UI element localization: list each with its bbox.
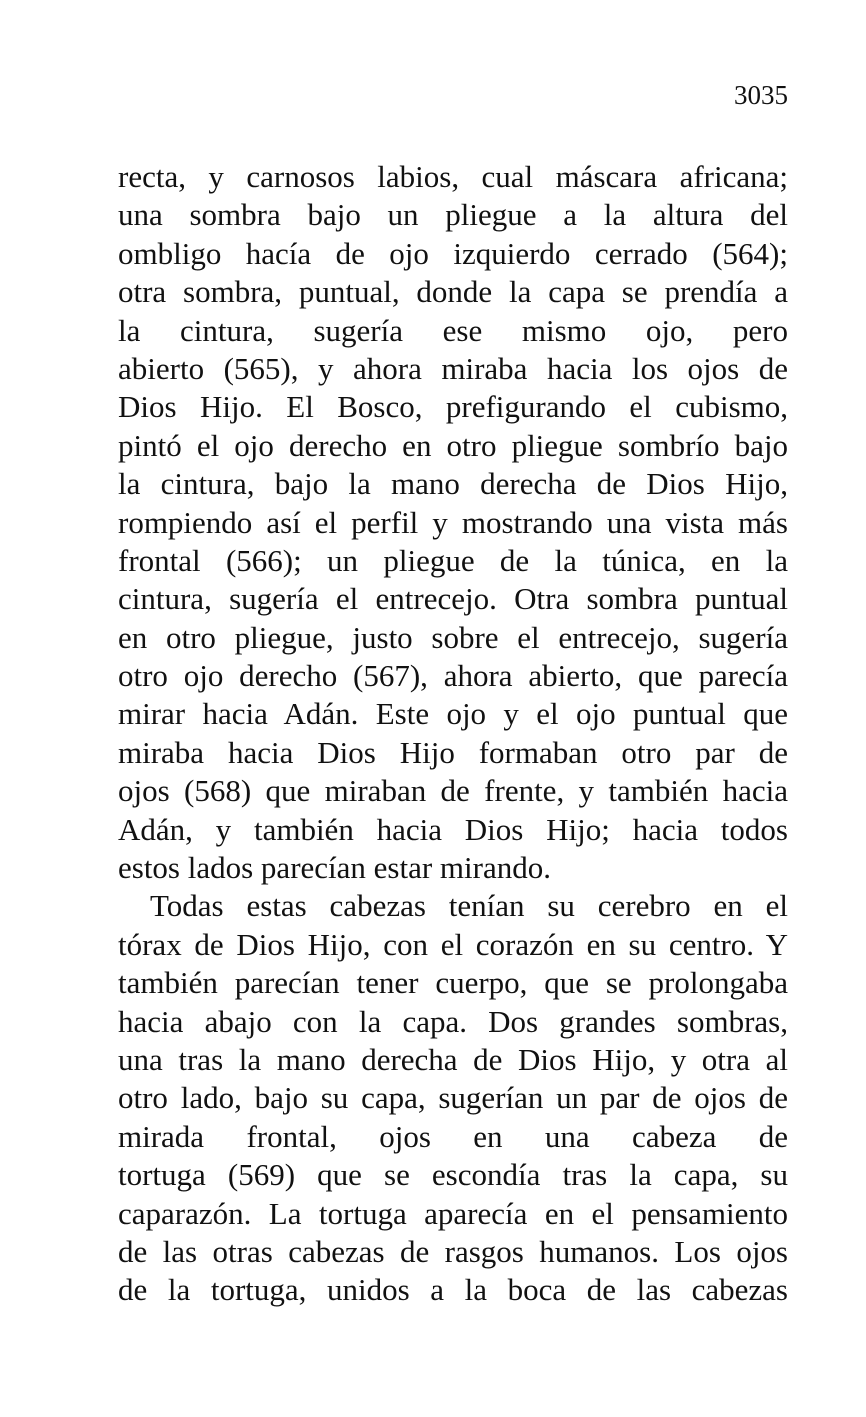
text-line: en otro pliegue, justo sobre el entrecejo, sugería [118,619,788,655]
text-line: ombligo hacía de ojo izquierdo cerrado (564); [118,235,788,271]
text-line: otro ojo derecho (567), ahora abierto, que parecía [118,658,788,694]
paragraph-end-line: estos lados parecían estar mirando. [118,850,551,886]
text-line: otra sombra, puntual, donde la capa se prendía a [118,274,788,310]
page-number: 3035 [734,80,788,110]
text-line: también parecían tener cuerpo, que se prolongaba [118,965,788,1001]
text-line: frontal (566); un pliegue de la túnica, en la [118,542,788,578]
text-line: Dios Hijo. El Bosco, prefigurando el cubismo, [118,389,788,425]
body-text [118,158,788,1310]
text-line: pintó el ojo derecho en otro pliegue sombrío bajo [118,427,788,463]
text-line: la cintura, bajo la mano derecha de Dios Hijo, [118,466,788,502]
text-line: rompiendo así el perfil y mostrando una vista más [118,504,788,540]
text-line: cintura, sugería el entrecejo. Otra sombra puntual [118,581,788,617]
paragraph-start-line: Todas estas cabezas tenían su cerebro en el [150,888,788,924]
text-line: tortuga (569) que se escondía tras la capa, su [118,1157,788,1193]
text-line: Adán, y también hacia Dios Hijo; hacia todos [118,811,788,847]
text-line: otro lado, bajo su capa, sugerían un par de ojos de [118,1080,788,1116]
text-line: mirada frontal, ojos en una cabeza de [118,1118,788,1154]
text-line: la cintura, sugería ese mismo ojo, pero [118,312,788,348]
text-line: ojos (568) que miraban de frente, y también hacia [118,773,788,809]
text-line: recta, y carnosos labios, cual máscara africana; [118,159,788,194]
text-line: hacia abajo con la capa. Dos grandes sombras, [118,1003,788,1039]
text-line: mirar hacia Adán. Este ojo y el ojo puntual que [118,696,788,732]
text-line: caparazón. La tortuga aparecía en el pensamiento [118,1195,788,1231]
text-line: una tras la mano derecha de Dios Hijo, y otra al [118,1041,788,1077]
text-line: abierto (565), y ahora miraba hacia los ojos de [118,350,788,386]
text-line: de la tortuga, unidos a la boca de las cabezas [118,1272,788,1308]
text-line: de las otras cabezas de rasgos humanos. Los ojos [118,1233,788,1269]
text-line: una sombra bajo un pliegue a la altura del [118,197,788,233]
text-line: tórax de Dios Hijo, con el corazón en su centro. Y [118,926,788,962]
text-line: miraba hacia Dios Hijo formaban otro par de [118,734,788,770]
